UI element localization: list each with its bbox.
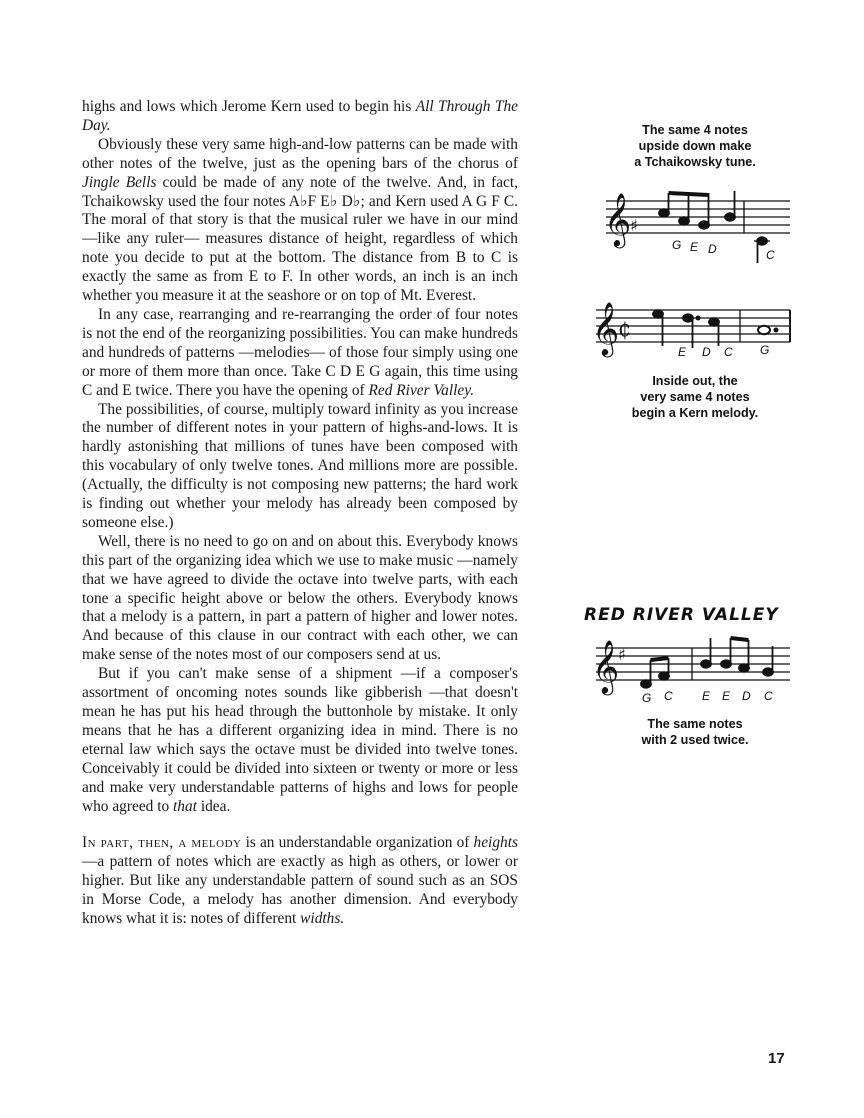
note-letter: E — [702, 689, 711, 703]
sharp-icon: ♯ — [630, 216, 638, 235]
note-letter: C — [766, 248, 775, 262]
treble-clef-icon: 𝄞 — [604, 192, 632, 246]
red-river-valley-staff — [584, 630, 794, 706]
caption-line: upside down make — [638, 139, 752, 153]
main-text-column — [82, 98, 518, 929]
caption-line: with 2 used twice. — [641, 733, 749, 747]
note-letter: C — [664, 689, 673, 703]
paragraph: Well, there is no need to go on and on about this. Everybody knows this part of the organizing idea which we use to make music —namely that we have agreed to divide the octave into twelve parts, with each tone a specific height above or below the others. Everybody knows that a melody is a pattern, in part a pattern of higher and lower notes. And because of this clause in our contract with each other, we can make sense of the notes most of our composers send at us. — [82, 532, 518, 664]
page-number: 17 — [768, 1050, 785, 1067]
note-letter: D — [708, 242, 717, 256]
tchaikowsky-caption — [600, 122, 790, 170]
treble-clef-icon: 𝄞 — [592, 301, 620, 355]
caption-line: The same notes — [647, 717, 743, 731]
sharp-icon: ♯ — [618, 645, 626, 664]
kern-staff — [584, 292, 794, 358]
note-letter: D — [742, 689, 751, 703]
note-letter: E — [722, 689, 731, 703]
note-letter: C — [764, 689, 773, 703]
caption-line: The same 4 notes — [642, 123, 748, 137]
note-letter: C — [724, 345, 733, 358]
caption-line: a Tchaikowsky tune. — [634, 155, 756, 169]
note-letter: D — [702, 345, 711, 358]
note-letter: G — [672, 238, 682, 252]
tchaikowsky-staff — [594, 183, 794, 263]
kern-caption — [600, 373, 790, 421]
paragraph: The possibilities, of course, multiply toward infinity as you increase the number of different notes in your pattern of highs-and-lows. It is hardly astonishing that millions of tunes have been composed with this vocabulary of only twelve tones. And millions more are possible. (Actually, the difficulty is not composing new patterns; the hard work is finding out whether your melody has already been composed by someone else.) — [82, 400, 518, 531]
note-letter: E — [678, 345, 687, 358]
note-letter: G — [642, 691, 652, 705]
paragraph: But if you can't make sense of a shipment —if a composer's assortment of oncoming notes sounds like gibberish —that doesn't mean he has put his head through the buttonhole by mistake. It only means that he has a different organizing idea in mind. There is no eternal law which says the octave must be divided into twelve tones. Conceivably it could be divided into sixteen or twenty or more or less and make very understandable patterns of highs and lows for people who agreed to that idea. — [82, 665, 518, 815]
caption-line: Inside out, the — [652, 374, 738, 388]
paragraph: highs and lows which Jerome Kern used to begin his All Through The Day. — [82, 98, 518, 134]
note-letter: E — [690, 240, 699, 254]
caption-line: very same 4 notes — [640, 390, 750, 404]
paragraph: In any case, rearranging and re-rearranging the order of four notes is not the end of the reorganizing possibilities. You can make hundreds and hundreds of patterns —melodies— of those four simply using one or more of them more than once. Take C D E G again, this time using C and E twice. There you have the opening of Red River Valley. — [82, 305, 518, 399]
cut-time-icon: ₵ — [618, 317, 631, 341]
paragraph: Obviously these very same high-and-low patterns can be made with other notes of the twelve, just as the opening bars of the chorus of Jingle Bells could be made of any note of the twelve. And, in fact, Tchaikowsky used the four notes A♭F E♭ D♭; and Kern used A G F C. The moral of that story is that the musical ruler we have in our mind —like any ruler— measures distance of height, regardless of which note you decide to put at the bottom. The distance from B to C is exactly the same as from E to F. In other words, an inch is an inch whether you measure it at the seashore or on top of Mt. Everest. — [82, 135, 518, 305]
treble-clef-icon: 𝄞 — [592, 639, 620, 693]
caption-line: begin a Kern melody. — [631, 406, 759, 420]
red-river-valley-title: RED RIVER VALLEY — [584, 605, 779, 625]
red-river-valley-caption — [600, 716, 790, 748]
paragraph: In part, then, a melody is an understandable organization of heights —a pattern of notes which are exactly as high as others, or lower or higher. But like any understandable pattern of sound such as an SOS in Morse Code, a melody has another dimension. And everybody knows what it is: notes of different widths. — [82, 834, 518, 928]
note-letter: G — [760, 343, 770, 357]
